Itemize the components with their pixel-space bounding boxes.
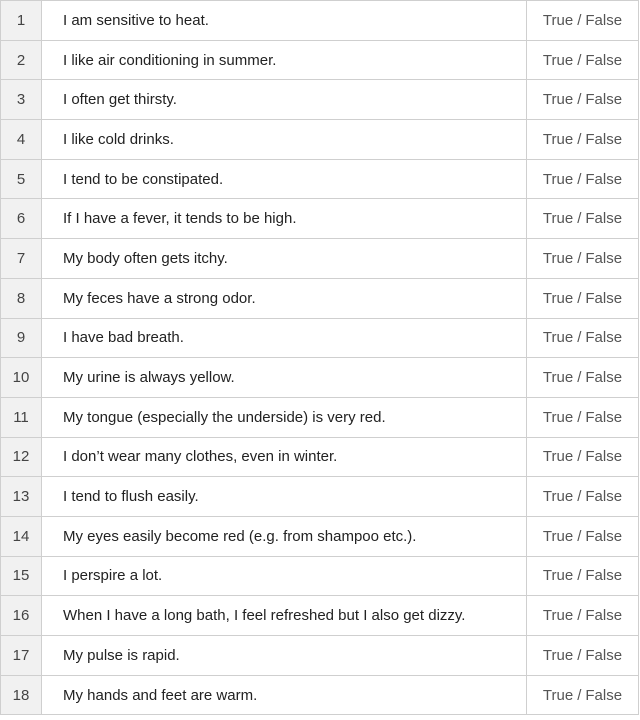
true-option[interactable]: True [542,408,574,426]
table-row [1,477,639,517]
true-option[interactable]: True [542,369,574,387]
false-option[interactable]: False [585,448,623,466]
false-option[interactable]: False [585,646,623,664]
choice-separator: / [577,567,582,585]
choice-separator: / [577,130,582,148]
false-option[interactable]: False [585,369,623,387]
true-false-choice [527,516,639,556]
true-option[interactable]: True [542,51,574,69]
choice-separator: / [577,369,582,387]
false-option[interactable]: False [585,408,623,426]
false-option[interactable]: False [585,91,623,109]
false-option[interactable]: False [585,11,623,29]
true-option[interactable]: True [542,170,574,188]
statement-text: My hands and feet are warm. [42,675,527,715]
row-number: 12 [1,437,42,477]
true-false-choice [527,556,639,596]
true-false-choice [527,636,639,676]
row-number: 7 [1,239,42,279]
choice-separator: / [577,289,582,307]
choice-separator: / [577,329,582,347]
false-option[interactable]: False [585,567,623,585]
statement-text: My tongue (especially the underside) is very red. [42,397,527,437]
choice-separator: / [577,408,582,426]
false-option[interactable]: False [585,170,623,188]
row-number: 1 [1,1,42,41]
false-option[interactable]: False [585,249,623,267]
row-number: 10 [1,358,42,398]
true-option[interactable]: True [542,448,574,466]
true-option[interactable]: True [542,646,574,664]
choice-separator: / [577,170,582,188]
table-row [1,675,639,715]
false-option[interactable]: False [585,329,623,347]
table-row [1,120,639,160]
choice-separator: / [577,91,582,109]
table-row [1,516,639,556]
true-false-choice [527,596,639,636]
row-number: 17 [1,636,42,676]
table-row [1,80,639,120]
true-false-choice [527,120,639,160]
table-row [1,318,639,358]
false-option[interactable]: False [585,130,623,148]
statement-text: I don’t wear many clothes, even in winter. [42,437,527,477]
true-false-choice [527,358,639,398]
statement-text: I tend to flush easily. [42,477,527,517]
table-row [1,358,639,398]
true-false-choice [527,199,639,239]
true-option[interactable]: True [542,130,574,148]
statement-text: My feces have a strong odor. [42,278,527,318]
statement-text: My eyes easily become red (e.g. from shampoo etc.). [42,516,527,556]
true-false-choice [527,239,639,279]
table-row [1,397,639,437]
statement-text: I like air conditioning in summer. [42,40,527,80]
row-number: 18 [1,675,42,715]
choice-separator: / [577,646,582,664]
statement-text: I like cold drinks. [42,120,527,160]
row-number: 13 [1,477,42,517]
true-option[interactable]: True [542,607,574,625]
false-option[interactable]: False [585,51,623,69]
statement-text: I have bad breath. [42,318,527,358]
choice-separator: / [577,448,582,466]
false-option[interactable]: False [585,686,623,704]
false-option[interactable]: False [585,527,623,545]
true-option[interactable]: True [542,488,574,506]
true-option[interactable]: True [542,567,574,585]
table-row [1,278,639,318]
choice-separator: / [577,51,582,69]
statement-text: I am sensitive to heat. [42,1,527,41]
true-option[interactable]: True [542,527,574,545]
true-false-choice [527,80,639,120]
true-option[interactable]: True [542,11,574,29]
row-number: 2 [1,40,42,80]
table-row [1,636,639,676]
row-number: 3 [1,80,42,120]
choice-separator: / [577,11,582,29]
true-option[interactable]: True [542,91,574,109]
choice-separator: / [577,607,582,625]
table-row [1,596,639,636]
row-number: 16 [1,596,42,636]
statement-text: I perspire a lot. [42,556,527,596]
true-false-choice [527,477,639,517]
statement-text: If I have a fever, it tends to be high. [42,199,527,239]
statement-text: My body often gets itchy. [42,239,527,279]
true-false-choice [527,40,639,80]
statement-text: When I have a long bath, I feel refreshed but I also get dizzy. [42,596,527,636]
false-option[interactable]: False [585,488,623,506]
table-row [1,437,639,477]
statement-text: I often get thirsty. [42,80,527,120]
true-false-choice [527,437,639,477]
true-false-choice [527,675,639,715]
table-row [1,159,639,199]
true-false-choice [527,397,639,437]
questionnaire-body [1,1,639,715]
false-option[interactable]: False [585,289,623,307]
row-number: 15 [1,556,42,596]
true-false-choice [527,318,639,358]
true-false-choice [527,1,639,41]
true-option[interactable]: True [542,210,574,228]
true-false-choice [527,278,639,318]
true-option[interactable]: True [542,329,574,347]
choice-separator: / [577,686,582,704]
false-option[interactable]: False [585,607,623,625]
true-option[interactable]: True [542,686,574,704]
true-option[interactable]: True [542,249,574,267]
row-number: 11 [1,397,42,437]
false-option[interactable]: False [585,210,623,228]
row-number: 14 [1,516,42,556]
statement-text: My urine is always yellow. [42,358,527,398]
choice-separator: / [577,210,582,228]
table-row [1,1,639,41]
table-row [1,40,639,80]
row-number: 5 [1,159,42,199]
choice-separator: / [577,527,582,545]
true-option[interactable]: True [542,289,574,307]
row-number: 8 [1,278,42,318]
table-row [1,239,639,279]
statement-text: I tend to be constipated. [42,159,527,199]
true-false-choice [527,159,639,199]
table-row [1,556,639,596]
statement-text: My pulse is rapid. [42,636,527,676]
row-number: 6 [1,199,42,239]
choice-separator: / [577,488,582,506]
row-number: 9 [1,318,42,358]
row-number: 4 [1,120,42,160]
choice-separator: / [577,249,582,267]
table-row [1,199,639,239]
